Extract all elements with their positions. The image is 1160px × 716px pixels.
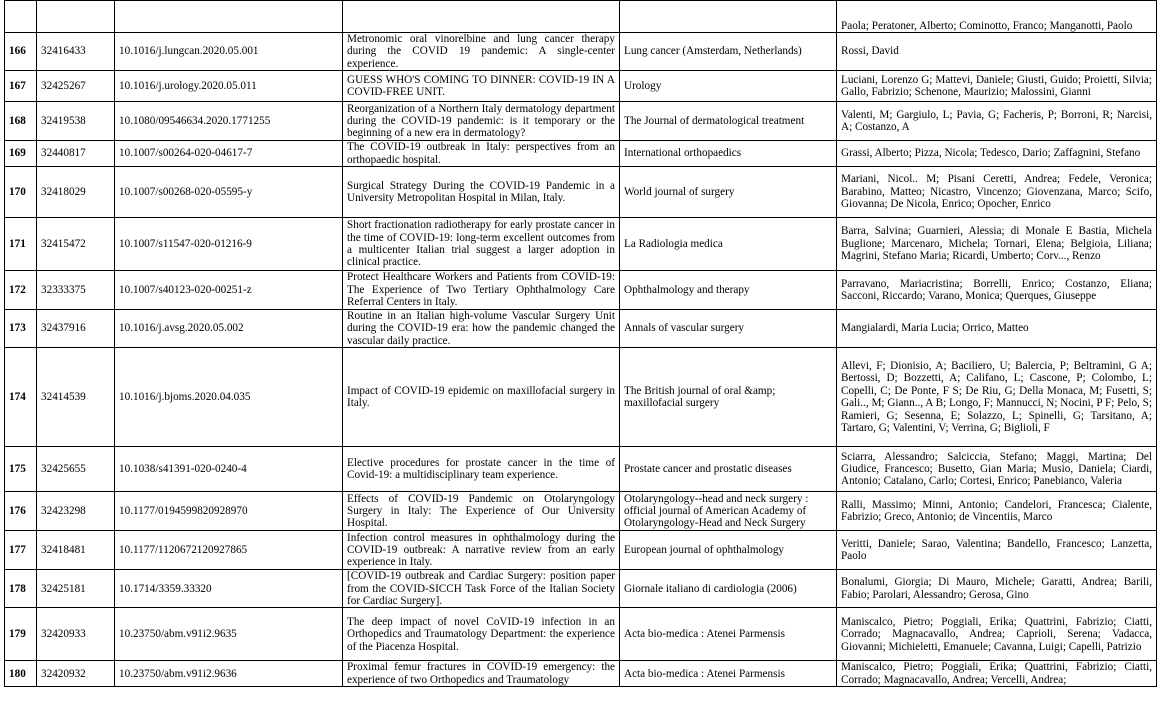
pmid-cell: 32437916 (37, 310, 115, 348)
row-number-cell: 170 (5, 167, 37, 218)
pmid-cell (37, 1, 115, 33)
title-cell: Impact of COVID-19 epidemic on maxillofacial surgery in Italy. (343, 348, 620, 447)
table-row (5, 348, 1157, 447)
pmid-cell: 32333375 (37, 271, 115, 310)
authors-cell: Paola; Peratoner, Alberto; Cominotto, Franco; Manganotti, Paolo (837, 1, 1157, 33)
doi-cell[interactable]: 10.1080/09546634.2020.1771255 (115, 102, 343, 141)
title-cell: Protect Healthcare Workers and Patients from COVID-19: The Experience of Two Tertiary Ophthalmology Care Referral Centers in Italy. (343, 271, 620, 310)
table-row (5, 271, 1157, 310)
row-number-cell: 167 (5, 71, 37, 102)
journal-cell: The British journal of oral &amp; maxillofacial surgery (620, 348, 837, 447)
journal-cell: Urology (620, 71, 837, 102)
pmid-cell: 32423298 (37, 492, 115, 531)
doi-cell[interactable]: 10.1016/j.bjoms.2020.04.035 (115, 348, 343, 447)
title-cell (343, 1, 620, 33)
row-number-cell: 177 (5, 531, 37, 570)
title-cell: [COVID-19 outbreak and Cardiac Surgery: position paper from the COVID-SICCH Task Force of the Italian Society for Cardiac Surgery]. (343, 570, 620, 608)
row-number-cell: 171 (5, 218, 37, 271)
authors-cell: Rossi, David (837, 33, 1157, 71)
table-row (5, 102, 1157, 141)
pmid-cell: 32420932 (37, 661, 115, 687)
title-cell: Short fractionation radiotherapy for early prostate cancer in the time of COVID-19: long-term excellent outcomes from a multicenter Italian trial suggest a larger adoption in clinical practice. (343, 218, 620, 271)
table-row (5, 447, 1157, 492)
pmid-cell: 32414539 (37, 348, 115, 447)
authors-cell: Luciani, Lorenzo G; Mattevi, Daniele; Giusti, Guido; Proietti, Silvia; Gallo, Fabrizio; Schenone, Maurizio; Malossini, Gianni (837, 71, 1157, 102)
authors-cell: Allevi, F; Dionisio, A; Baciliero, U; Balercia, P; Beltramini, G A; Bertossi, D; Bozzetti, A; Califano, L; Cascone, P; Colombo, L; Copelli, C; De Ponte, F S; De Riu, G; Della Monaca, M; Fusetti, S; Gali.., M; Giann.., A B; Longo, F; Mannucci, N; Nocini, P F; Pelo, S; Ramieri, G; Sesenna, E; Solazzo, L; Spinelli, G; Tarsitano, A; Tartaro, G; Valentini, V; Verrina, G; Biglioli, F (837, 348, 1157, 447)
journal-cell: European journal of ophthalmology (620, 531, 837, 570)
table-row (5, 33, 1157, 71)
authors-cell: Valenti, M; Gargiulo, L; Pavia, G; Facheris, P; Borroni, R; Narcisi, A; Costanzo, A (837, 102, 1157, 141)
row-number-cell: 176 (5, 492, 37, 531)
journal-cell: The Journal of dermatological treatment (620, 102, 837, 141)
doi-cell (115, 1, 343, 33)
title-cell: Metronomic oral vinorelbine and lung cancer therapy during the COVID 19 pandemic: A single-center experience. (343, 33, 620, 71)
row-number-cell: 168 (5, 102, 37, 141)
doi-cell[interactable]: 10.1007/s00268-020-05595-y (115, 167, 343, 218)
authors-cell: Maniscalco, Pietro; Poggiali, Erika; Quattrini, Fabrizio; Ciatti, Corrado; Magnacavallo, Andrea; Vercelli, Andrea; (837, 661, 1157, 687)
journal-cell: Giornale italiano di cardiologia (2006) (620, 570, 837, 608)
journal-cell: Lung cancer (Amsterdam, Netherlands) (620, 33, 837, 71)
table-row (5, 167, 1157, 218)
authors-cell: Ralli, Massimo; Minni, Antonio; Candelori, Francesca; Cialente, Fabrizio; Greco, Antonio; de Vincentiis, Marco (837, 492, 1157, 531)
journal-cell: La Radiologia medica (620, 218, 837, 271)
row-number-cell: 174 (5, 348, 37, 447)
journal-cell: Acta bio-medica : Atenei Parmensis (620, 661, 837, 687)
row-number-cell: 169 (5, 141, 37, 167)
table-row (5, 608, 1157, 661)
publication-table-body (5, 1, 1157, 687)
doi-cell[interactable]: 10.1016/j.lungcan.2020.05.001 (115, 33, 343, 71)
table-row (5, 531, 1157, 570)
doi-cell[interactable]: 10.1007/s40123-020-00251-z (115, 271, 343, 310)
journal-cell: Prostate cancer and prostatic diseases (620, 447, 837, 492)
doi-cell[interactable]: 10.1007/s00264-020-04617-7 (115, 141, 343, 167)
row-number-cell: 175 (5, 447, 37, 492)
authors-cell: Sciarra, Alessandro; Salciccia, Stefano; Maggi, Martina; Del Giudice, Francesco; Busetto, Gian Maria; Musio, Daniela; Ciardi, Antonio; Catalano, Carlo; Cortesi, Enrico; Panebianco, Valeria (837, 447, 1157, 492)
pmid-cell: 32420933 (37, 608, 115, 661)
doi-cell[interactable]: 10.1714/3359.33320 (115, 570, 343, 608)
title-cell: Proximal femur fractures in COVID-19 emergency: the experience of two Orthopedics and Traumatology (343, 661, 620, 687)
publication-table-page (4, 0, 1157, 687)
title-cell: Routine in an Italian high-volume Vascular Surgery Unit during the COVID-19 era: how the pandemic changed the vascular daily practice. (343, 310, 620, 348)
row-number-cell: 178 (5, 570, 37, 608)
title-cell: Effects of COVID-19 Pandemic on Otolaryngology Surgery in Italy: The Experience of Our University Hospital. (343, 492, 620, 531)
doi-cell[interactable]: 10.1177/0194599820928970 (115, 492, 343, 531)
authors-cell: Mangialardi, Maria Lucia; Orrico, Matteo (837, 310, 1157, 348)
authors-cell: Mariani, Nicol.. M; Pisani Ceretti, Andrea; Fedele, Veronica; Barabino, Matteo; Nicastro, Vincenzo; Giovenzana, Marco; Scifo, Giovanna; De Nicola, Enrico; Opocher, Enrico (837, 167, 1157, 218)
title-cell: Reorganization of a Northern Italy dermatology department during the COVID-19 pandemic: is it temporary or the beginning of a new era in dermatology? (343, 102, 620, 141)
doi-cell[interactable]: 10.1038/s41391-020-0240-4 (115, 447, 343, 492)
table-row (5, 310, 1157, 348)
table-row (5, 661, 1157, 687)
journal-cell: Otolaryngology--head and neck surgery : official journal of American Academy of Otolaryngology-Head and Neck Surgery (620, 492, 837, 531)
title-cell: The COVID-19 outbreak in Italy: perspectives from an orthopaedic hospital. (343, 141, 620, 167)
doi-cell[interactable]: 10.1016/j.avsg.2020.05.002 (115, 310, 343, 348)
pmid-cell: 32419538 (37, 102, 115, 141)
pmid-cell: 32418029 (37, 167, 115, 218)
title-cell: Surgical Strategy During the COVID-19 Pandemic in a University Metropolitan Hospital in Milan, Italy. (343, 167, 620, 218)
pmid-cell: 32425267 (37, 71, 115, 102)
journal-cell: Annals of vascular surgery (620, 310, 837, 348)
doi-cell[interactable]: 10.23750/abm.v91i2.9636 (115, 661, 343, 687)
table-row (5, 218, 1157, 271)
pmid-cell: 32415472 (37, 218, 115, 271)
row-number-cell: 166 (5, 33, 37, 71)
doi-cell[interactable]: 10.23750/abm.v91i2.9635 (115, 608, 343, 661)
table-row (5, 570, 1157, 608)
title-cell: Elective procedures for prostate cancer in the time of Covid-19: a multidisciplinary team experience. (343, 447, 620, 492)
row-number-cell (5, 1, 37, 33)
pmid-cell: 32425655 (37, 447, 115, 492)
row-number-cell: 180 (5, 661, 37, 687)
journal-cell: Acta bio-medica : Atenei Parmensis (620, 608, 837, 661)
row-number-cell: 173 (5, 310, 37, 348)
table-row (5, 71, 1157, 102)
pmid-cell: 32418481 (37, 531, 115, 570)
journal-cell (620, 1, 837, 33)
authors-cell: Barra, Salvina; Guarnieri, Alessia; di Monale E Bastia, Michela Buglione; Marcenaro, Michela; Tornari, Elena; Belgioia, Liliana; Magrini, Stefano Maria; Ricardi, Umberto; Corv..., Renzo (837, 218, 1157, 271)
table-row-fragment (5, 1, 1157, 33)
authors-cell: Grassi, Alberto; Pizza, Nicola; Tedesco, Dario; Zaffagnini, Stefano (837, 141, 1157, 167)
title-cell: Infection control measures in ophthalmology during the COVID-19 outbreak: A narrative review from an early experience in Italy. (343, 531, 620, 570)
journal-cell: International orthopaedics (620, 141, 837, 167)
authors-cell: Maniscalco, Pietro; Poggiali, Erika; Quattrini, Fabrizio; Ciatti, Corrado; Magnacavallo, Andrea; Caprioli, Serena; Vadacca, Giovanni; Michieletti, Emanuele; Cavanna, Luigi; Capelli, Patrizio (837, 608, 1157, 661)
row-number-cell: 179 (5, 608, 37, 661)
doi-cell[interactable]: 10.1177/1120672120927865 (115, 531, 343, 570)
publication-table (4, 0, 1157, 687)
doi-cell[interactable]: 10.1007/s11547-020-01216-9 (115, 218, 343, 271)
table-row (5, 492, 1157, 531)
authors-cell: Bonalumi, Giorgia; Di Mauro, Michele; Garatti, Andrea; Barili, Fabio; Parolari, Alessandro; Gerosa, Gino (837, 570, 1157, 608)
doi-cell[interactable]: 10.1016/j.urology.2020.05.011 (115, 71, 343, 102)
pmid-cell: 32425181 (37, 570, 115, 608)
title-cell: GUESS WHO'S COMING TO DINNER: COVID-19 IN A COVID-FREE UNIT. (343, 71, 620, 102)
authors-cell: Parravano, Mariacristina; Borrelli, Enrico; Costanzo, Eliana; Sacconi, Riccardo; Varano, Monica; Querques, Giuseppe (837, 271, 1157, 310)
journal-cell: Ophthalmology and therapy (620, 271, 837, 310)
row-number-cell: 172 (5, 271, 37, 310)
journal-cell: World journal of surgery (620, 167, 837, 218)
pmid-cell: 32440817 (37, 141, 115, 167)
pmid-cell: 32416433 (37, 33, 115, 71)
authors-cell: Veritti, Daniele; Sarao, Valentina; Bandello, Francesco; Lanzetta, Paolo (837, 531, 1157, 570)
table-row (5, 141, 1157, 167)
title-cell: The deep impact of novel CoVID-19 infection in an Orthopedics and Traumatology Department: the experience of the Piacenza Hospital. (343, 608, 620, 661)
